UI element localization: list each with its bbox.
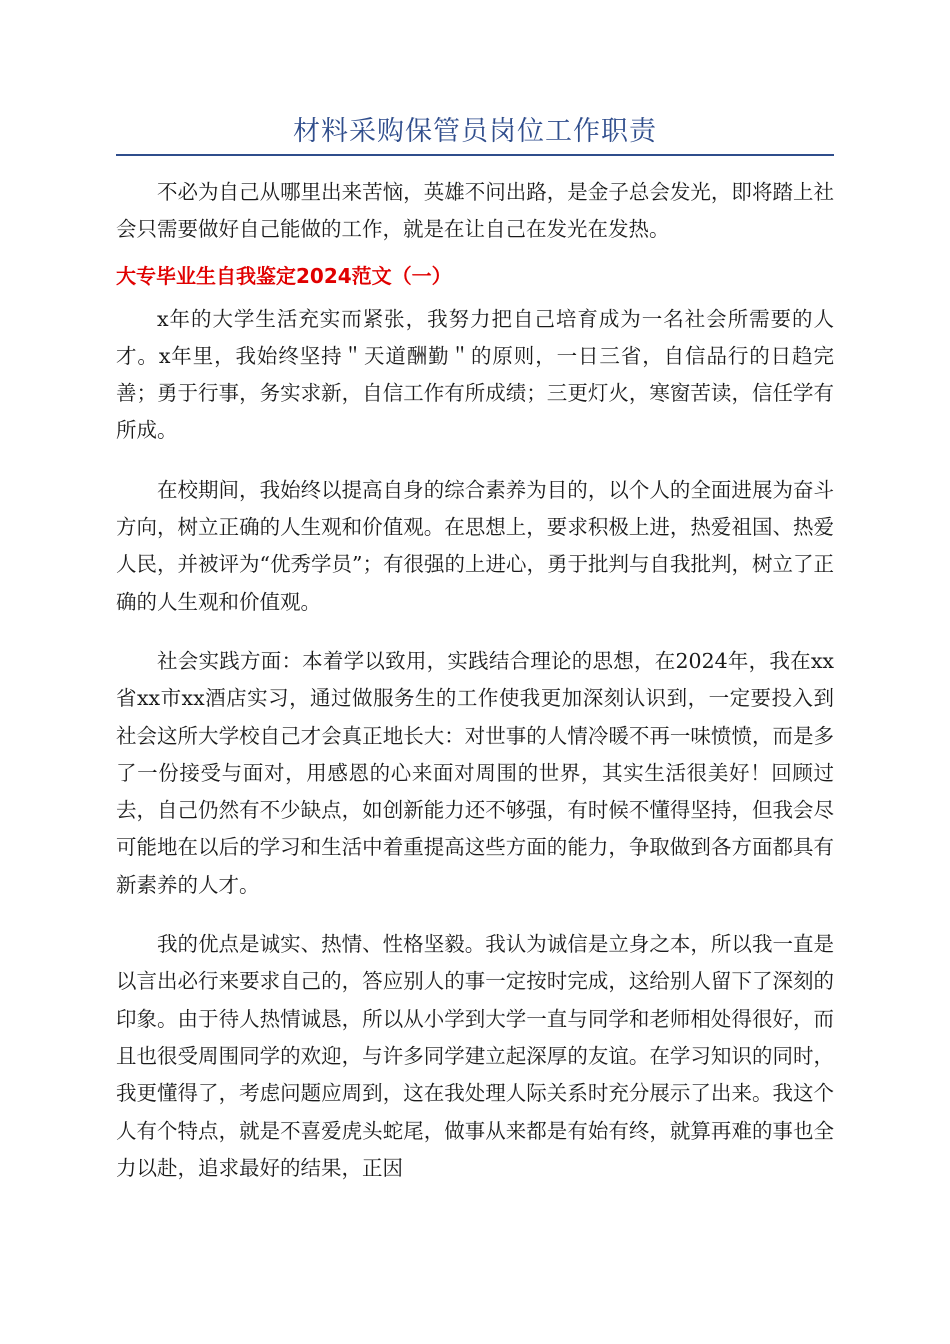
body-paragraph: 在校期间，我始终以提高自身的综合素养为目的，以个人的全面进展为奋斗方向，树立正确的人生观和价值观。在思想上，要求积极上进，热爱祖国、热爱人民，并被评为“优秀学员”；有很强的上进心，勇于批判与自我批判，树立了正确的人生观和价值观。 [116, 477, 834, 614]
document-title: 材料采购保管员岗位工作职责 [293, 116, 657, 147]
body-paragraph: 我的优点是诚实、热情、性格坚毅。我认为诚信是立身之本，所以我一直是以言出必行来要求自己的，答应别人的事一定按时完成，这给别人留下了深刻的印象。由于待人热情诚恳，所以从小学到大学一直与同学和老师相处得很好，而且也很受周围同学的欢迎，与许多同学建立起深厚的友谊。在学习知识的同时，我更懂得了，考虑问题应周到，这在我处理人际关系时充分展示了出来。我这个人有个特点，就是不喜爱虎头蛇尾，做事从来都是有始有终，就算再难的事也全力以赴，追求最好的结果，正因 [116, 932, 834, 1180]
body-paragraph: x年的大学生活充实而紧张，我努力把自己培育成为一名社会所需要的人才。x年里，我始终坚持＂天道酬勤＂的原则，一日三省，自信品行的日趋完善；勇于行事，务实求新，自信工作有所成绩；三更灯火，寒窗苦读，信任学有所成。 [116, 306, 834, 443]
document-body [116, 174, 834, 1187]
section-heading: 大专毕业生自我鉴定2024范文（一） [116, 263, 452, 288]
intro-paragraph: 不必为自己从哪里出来苦恼，英雄不问出路，是金子总会发光，即将踏上社会只需要做好自己能做的工作，就是在让自己在发光在发热。 [116, 180, 834, 242]
title-underline [116, 154, 834, 156]
body-paragraph: 社会实践方面：本着学以致用，实践结合理论的思想，在2024年，我在xx省xx市xx酒店实习，通过做服务生的工作使我更加深刻认识到，一定要投入到社会这所大学校自己才会真正地长大：对世事的人情冷暖不再一味愤愤，而是多了一份接受与面对，用感恩的心来面对周围的世界，其实生活很美好！回顾过去，自己仍然有不少缺点，如创新能力还不够强，有时候不懂得坚持，但我会尽可能地在以后的学习和生活中着重提高这些方面的能力，争取做到各方面都具有新素养的人才。 [116, 648, 834, 897]
